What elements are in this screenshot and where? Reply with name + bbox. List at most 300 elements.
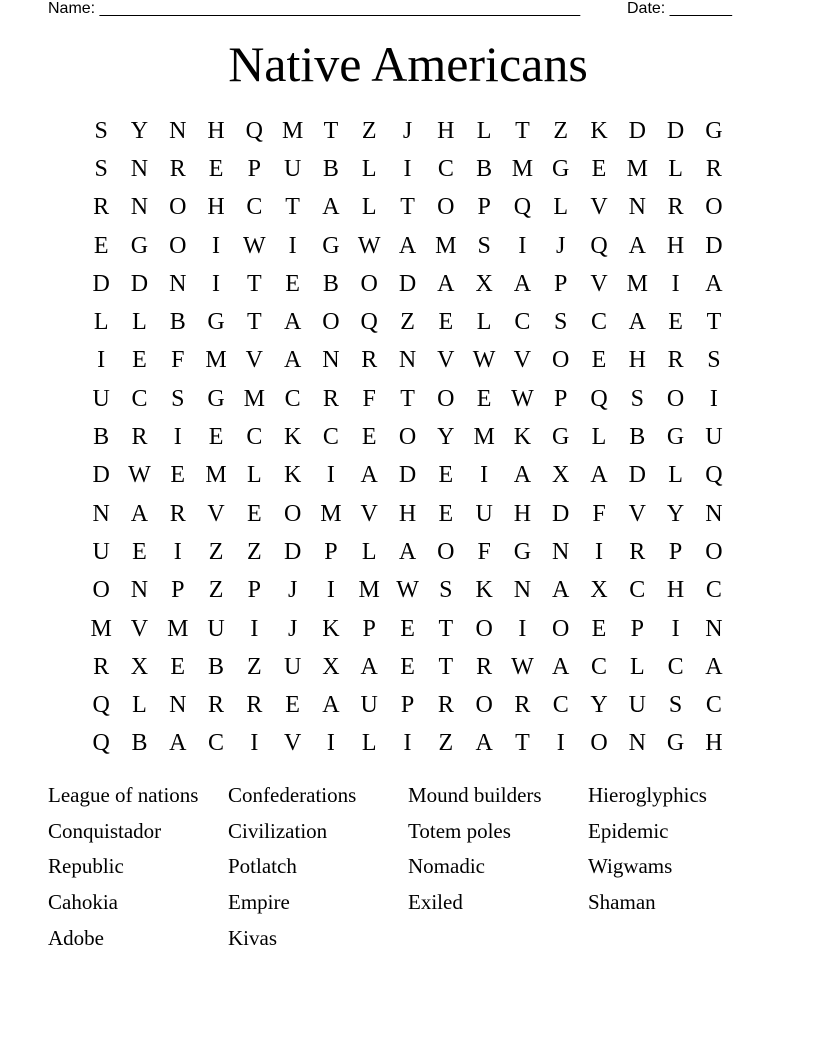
grid-letter: U <box>360 692 378 719</box>
grid-letter: V <box>590 194 608 221</box>
word-list-item: Civilization <box>228 818 328 843</box>
grid-letter: I <box>671 270 680 297</box>
grid-letter: A <box>360 653 378 680</box>
grid-letter: M <box>205 347 227 374</box>
grid-letter: A <box>169 730 187 757</box>
grid-letter: A <box>552 653 570 680</box>
grid-letter: L <box>668 462 683 489</box>
grid-letter: B <box>169 309 186 336</box>
grid-letter: W <box>357 232 381 259</box>
grid-letter: A <box>283 347 302 374</box>
grid-letter: P <box>247 577 262 604</box>
grid-letter: I <box>671 615 680 642</box>
grid-letter: A <box>398 538 417 565</box>
grid-letter: M <box>243 385 265 412</box>
grid-letter: F <box>477 538 491 565</box>
grid-letter: D <box>92 462 110 489</box>
grid-letter: Z <box>553 117 569 144</box>
grid-letter: T <box>438 653 454 680</box>
grid-letter: C <box>667 653 684 680</box>
grid-letter: C <box>208 730 225 757</box>
grid-letter: H <box>666 577 685 604</box>
name-line: Name: ______________________________________________________ <box>48 0 581 17</box>
grid-letter: K <box>475 577 493 604</box>
grid-letter: E <box>93 232 109 259</box>
grid-letter: Z <box>247 538 262 565</box>
grid-letter: H <box>437 117 455 144</box>
word-list-item: Republic <box>48 854 124 879</box>
grid-letter: L <box>476 309 492 336</box>
grid-letter: X <box>590 577 608 604</box>
grid-letter: R <box>361 347 378 374</box>
grid-letter: C <box>131 385 148 412</box>
grid-letter: Q <box>92 692 110 719</box>
grid-letter: L <box>629 653 645 680</box>
grid-letter: N <box>322 347 340 374</box>
grid-letter: E <box>438 309 454 336</box>
grid-letter: J <box>402 117 413 144</box>
grid-letter: N <box>130 194 149 221</box>
grid-letter: W <box>472 347 496 374</box>
word-list-item: Potlatch <box>228 854 297 879</box>
grid-letter: E <box>285 692 300 719</box>
grid-letter: O <box>705 194 723 221</box>
grid-letter: V <box>437 347 455 374</box>
grid-letter: O <box>169 194 187 221</box>
grid-letter: B <box>322 270 339 297</box>
grid-letter: L <box>476 117 492 144</box>
grid-letter: U <box>628 692 646 719</box>
grid-letter: A <box>552 577 570 604</box>
grid-letter: L <box>132 309 147 336</box>
grid-letter: M <box>358 577 380 604</box>
grid-letter: I <box>97 347 106 374</box>
grid-letter: Q <box>92 730 110 757</box>
grid-letter: Y <box>666 500 685 527</box>
grid-letter: V <box>513 347 532 374</box>
grid-letter: I <box>709 385 718 412</box>
grid-letter: T <box>247 309 262 336</box>
grid-letter: R <box>514 692 531 719</box>
word-list-item: Epidemic <box>588 818 669 843</box>
grid-letter: T <box>438 615 454 642</box>
grid-letter: B <box>476 155 493 182</box>
grid-letter: E <box>132 538 147 565</box>
grid-letter: U <box>207 615 225 642</box>
grid-letter: X <box>322 653 340 680</box>
date-line: Date: _______ <box>627 0 732 17</box>
grid-letter: Z <box>208 577 224 604</box>
grid-letter: O <box>437 538 455 565</box>
word-list-item: League of nations <box>48 783 199 807</box>
grid-letter: C <box>705 692 722 719</box>
grid-letter: N <box>628 194 646 221</box>
grid-letter: I <box>212 232 221 259</box>
grid-letter: R <box>93 653 110 680</box>
grid-letter: I <box>173 424 182 451</box>
grid-letter: I <box>212 270 221 297</box>
grid-letter: Y <box>130 117 149 144</box>
grid-letter: G <box>552 155 570 182</box>
word-list <box>48 779 768 957</box>
grid-letter: Q <box>590 232 608 259</box>
grid-letter: I <box>518 232 527 259</box>
grid-letter: Z <box>361 117 377 144</box>
grid-letter: Q <box>590 385 608 412</box>
grid-letter: G <box>552 424 570 451</box>
word-list-item: Exiled <box>408 890 463 915</box>
grid-letter: L <box>361 538 377 565</box>
grid-letter: X <box>130 653 149 680</box>
grid-letter: A <box>705 653 723 680</box>
grid-letter: V <box>245 347 263 374</box>
grid-letter: A <box>360 462 378 489</box>
grid-letter: O <box>283 500 302 527</box>
grid-letter: M <box>281 117 304 144</box>
grid-letter: D <box>283 538 302 565</box>
grid-letter: J <box>287 577 298 604</box>
grid-letter: B <box>629 424 646 451</box>
word-search-grid <box>82 112 733 763</box>
grid-letter: W <box>128 462 151 489</box>
grid-letter: T <box>247 270 262 297</box>
grid-letter: R <box>131 424 148 451</box>
grid-letter: V <box>628 500 646 527</box>
grid-letter: M <box>320 500 342 527</box>
grid-letter: I <box>326 577 335 604</box>
grid-letter: S <box>668 692 683 719</box>
grid-letter: D <box>628 462 646 489</box>
grid-letter: G <box>322 232 340 259</box>
grid-letter: I <box>326 730 335 757</box>
grid-letter: I <box>250 615 259 642</box>
grid-letter: Z <box>247 653 262 680</box>
grid-letter: V <box>360 500 378 527</box>
grid-letter: S <box>554 309 568 336</box>
grid-letter: T <box>515 730 530 757</box>
grid-letter: I <box>250 730 259 757</box>
grid-letter: N <box>552 538 570 565</box>
grid-letter: C <box>246 194 263 221</box>
grid-letter: I <box>173 538 182 565</box>
grid-letter: N <box>169 270 187 297</box>
grid-letter: R <box>322 385 339 412</box>
grid-letter: M <box>435 232 457 259</box>
grid-letter: U <box>705 424 723 451</box>
grid-letter: U <box>92 538 110 565</box>
grid-letter: A <box>705 270 723 297</box>
grid-letter: E <box>438 500 454 527</box>
grid-letter: W <box>511 653 534 680</box>
grid-letter: C <box>246 424 263 451</box>
grid-letter: H <box>207 117 225 144</box>
grid-letter: Q <box>705 462 723 489</box>
grid-letter: G <box>207 309 225 336</box>
word-list-item: Adobe <box>48 925 104 950</box>
grid-letter: R <box>667 194 684 221</box>
grid-letter: T <box>706 309 722 336</box>
grid-letter: R <box>246 692 263 719</box>
grid-letter: D <box>666 117 685 144</box>
grid-letter: Z <box>438 730 454 757</box>
grid-letter: N <box>169 117 187 144</box>
grid-letter: P <box>477 194 491 221</box>
grid-letter: S <box>171 385 185 412</box>
grid-letter: K <box>590 117 608 144</box>
grid-letter: D <box>398 462 417 489</box>
grid-letter: B <box>322 155 339 182</box>
grid-letter: R <box>169 500 186 527</box>
grid-letter: E <box>361 424 377 451</box>
grid-letter: M <box>205 462 227 489</box>
grid-letter: F <box>171 347 185 374</box>
grid-letter: N <box>92 500 110 527</box>
grid-letter: O <box>475 692 493 719</box>
grid-letter: I <box>480 462 489 489</box>
word-list-item: Conquistador <box>48 818 162 843</box>
page-title: Native Americans <box>228 36 588 92</box>
grid-letter: U <box>283 155 302 182</box>
grid-letter: E <box>591 347 607 374</box>
grid-letter: O <box>169 232 187 259</box>
grid-letter: O <box>552 615 570 642</box>
grid-letter: V <box>590 270 608 297</box>
grid-letter: N <box>130 155 149 182</box>
grid-letter: B <box>131 730 148 757</box>
grid-letter: X <box>475 270 493 297</box>
grid-letter: R <box>705 155 722 182</box>
grid-letter: O <box>437 194 455 221</box>
grid-letter: T <box>285 194 300 221</box>
grid-letter: U <box>475 500 493 527</box>
grid-letter: T <box>400 194 415 221</box>
grid-letter: D <box>398 270 417 297</box>
grid-letter: Q <box>245 117 263 144</box>
grid-letter: J <box>287 615 298 642</box>
grid-letter: D <box>92 270 110 297</box>
grid-letter: J <box>556 232 566 259</box>
grid-letter: M <box>167 615 189 642</box>
grid-letter: N <box>705 500 723 527</box>
grid-letter: C <box>437 155 454 182</box>
grid-letter: E <box>400 615 415 642</box>
grid-letter: N <box>628 730 646 757</box>
grid-letter: Y <box>590 692 608 719</box>
grid-letter: K <box>283 424 302 451</box>
grid-letter: V <box>207 500 225 527</box>
grid-letter: A <box>475 730 493 757</box>
grid-letter: M <box>626 270 648 297</box>
grid-letter: H <box>398 500 417 527</box>
grid-letter: H <box>705 730 723 757</box>
grid-letter: I <box>556 730 565 757</box>
grid-letter: O <box>590 730 608 757</box>
word-list-item: Totem poles <box>408 818 511 843</box>
grid-letter: Z <box>208 538 224 565</box>
grid-letter: S <box>707 347 721 374</box>
grid-letter: E <box>208 424 224 451</box>
grid-letter: E <box>591 615 607 642</box>
grid-letter: B <box>93 424 110 451</box>
grid-letter: R <box>93 194 110 221</box>
grid-letter: E <box>400 653 415 680</box>
word-list-item: Wigwams <box>588 854 673 879</box>
grid-letter: R <box>476 653 493 680</box>
grid-letter: R <box>208 692 225 719</box>
word-list-item: Kivas <box>228 925 277 950</box>
grid-letter: E <box>438 462 454 489</box>
grid-letter: R <box>169 155 186 182</box>
grid-letter: M <box>511 155 534 182</box>
grid-letter: D <box>552 500 570 527</box>
grid-letter: E <box>208 155 224 182</box>
grid-letter: E <box>247 500 262 527</box>
grid-letter: C <box>514 309 531 336</box>
grid-letter: O <box>666 385 685 412</box>
grid-letter: L <box>361 155 377 182</box>
grid-letter: N <box>130 577 149 604</box>
grid-letter: W <box>243 232 266 259</box>
grid-letter: M <box>473 424 495 451</box>
grid-letter: O <box>437 385 455 412</box>
grid-letter: D <box>628 117 646 144</box>
grid-letter: S <box>94 117 108 144</box>
grid-letter: T <box>400 385 415 412</box>
grid-letter: B <box>208 653 225 680</box>
grid-letter: A <box>513 462 532 489</box>
grid-letter: D <box>705 232 723 259</box>
grid-letter: M <box>626 155 648 182</box>
grid-letter: H <box>513 500 532 527</box>
grid-letter: W <box>396 577 419 604</box>
grid-letter: L <box>247 462 262 489</box>
grid-letter: E <box>285 270 300 297</box>
grid-letter: K <box>283 462 302 489</box>
grid-letter: A <box>322 692 340 719</box>
grid-letter: O <box>322 309 340 336</box>
grid-letter: C <box>629 577 646 604</box>
grid-letter: P <box>554 270 568 297</box>
grid-letter: O <box>92 577 110 604</box>
grid-letter: O <box>705 538 723 565</box>
grid-letter: P <box>324 538 338 565</box>
grid-letter: N <box>513 577 532 604</box>
grid-letter: K <box>513 424 532 451</box>
grid-letter: G <box>130 232 149 259</box>
grid-letter: N <box>705 615 723 642</box>
grid-letter: E <box>170 653 186 680</box>
grid-letter: L <box>361 194 377 221</box>
word-list-item: Mound builders <box>408 783 542 807</box>
grid-letter: P <box>630 615 644 642</box>
grid-letter: A <box>437 270 455 297</box>
grid-letter: G <box>705 117 723 144</box>
grid-letter: Q <box>360 309 378 336</box>
grid-letter: R <box>629 538 646 565</box>
grid-letter: T <box>323 117 339 144</box>
grid-letter: P <box>400 692 415 719</box>
grid-letter: E <box>476 385 492 412</box>
grid-letter: L <box>93 309 109 336</box>
grid-letter: I <box>595 538 603 565</box>
grid-letter: O <box>360 270 378 297</box>
grid-letter: I <box>518 615 527 642</box>
grid-letter: Z <box>400 309 415 336</box>
grid-letter: C <box>322 424 339 451</box>
grid-letter: D <box>130 270 149 297</box>
grid-letter: Y <box>437 424 455 451</box>
grid-letter: E <box>132 347 147 374</box>
word-list-item: Cahokia <box>48 890 118 915</box>
grid-letter: N <box>398 347 417 374</box>
grid-letter: L <box>553 194 569 221</box>
grid-letter: O <box>475 615 493 642</box>
grid-letter: S <box>630 385 644 412</box>
word-list-item: Confederations <box>228 783 357 807</box>
grid-letter: L <box>132 692 147 719</box>
word-list-item: Hieroglyphics <box>588 783 707 807</box>
grid-letter: H <box>207 194 225 221</box>
grid-letter: A <box>283 309 302 336</box>
grid-letter: E <box>668 309 683 336</box>
grid-letter: S <box>477 232 491 259</box>
grid-letter: E <box>170 462 186 489</box>
grid-letter: G <box>666 730 685 757</box>
grid-letter: A <box>398 232 417 259</box>
grid-letter: V <box>130 615 149 642</box>
grid-letter: Q <box>513 194 532 221</box>
grid-letter: O <box>398 424 417 451</box>
grid-letter: G <box>513 538 532 565</box>
grid-letter: C <box>591 309 608 336</box>
grid-letter: I <box>288 232 297 259</box>
grid-letter: P <box>362 615 376 642</box>
grid-letter: P <box>247 155 262 182</box>
grid-letter: M <box>90 615 112 642</box>
grid-letter: P <box>171 577 185 604</box>
grid-letter: I <box>326 462 335 489</box>
grid-letter: A <box>628 232 646 259</box>
grid-letter: A <box>513 270 532 297</box>
grid-letter: R <box>667 347 684 374</box>
grid-letter: C <box>552 692 569 719</box>
grid-letter: L <box>668 155 683 182</box>
grid-letter: V <box>283 730 302 757</box>
grid-letter: T <box>515 117 530 144</box>
grid-letter: I <box>403 730 412 757</box>
word-list-item: Shaman <box>588 890 656 915</box>
grid-letter: A <box>130 500 149 527</box>
grid-letter: U <box>283 653 302 680</box>
grid-letter: G <box>207 385 225 412</box>
grid-letter: S <box>439 577 453 604</box>
grid-letter: X <box>552 462 570 489</box>
grid-letter: P <box>554 385 568 412</box>
grid-letter: U <box>92 385 110 412</box>
grid-letter: A <box>590 462 608 489</box>
grid-letter: S <box>94 155 108 182</box>
grid-letter: C <box>284 385 301 412</box>
grid-letter: F <box>592 500 606 527</box>
grid-letter: H <box>628 347 646 374</box>
grid-letter: A <box>628 309 646 336</box>
word-list-item: Nomadic <box>408 854 485 879</box>
grid-letter: G <box>666 424 685 451</box>
grid-letter: F <box>362 385 376 412</box>
grid-letter: O <box>552 347 570 374</box>
grid-letter: E <box>591 155 607 182</box>
grid-letter: L <box>361 730 377 757</box>
